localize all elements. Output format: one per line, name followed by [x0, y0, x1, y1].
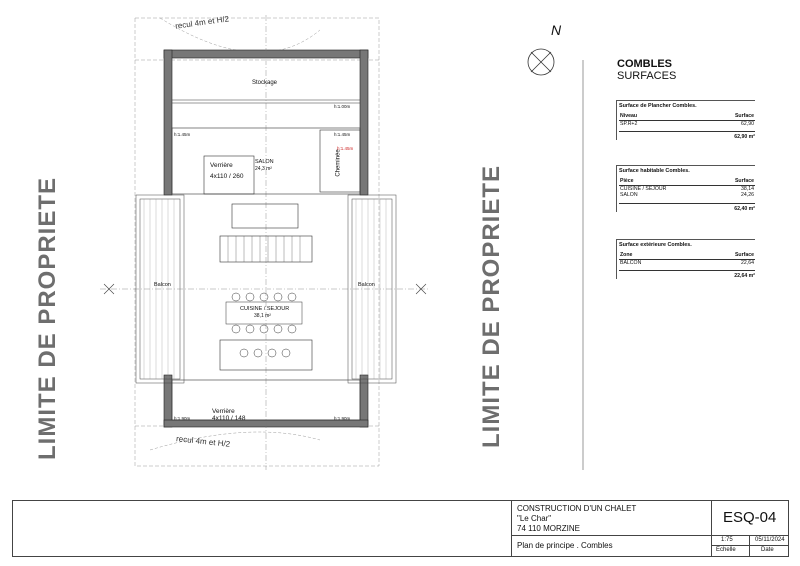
table-total: 62,40 m² — [619, 203, 755, 212]
table-row: SALON 24,26 — [620, 192, 754, 198]
title-block — [12, 500, 789, 557]
table-total: 62,90 m² — [619, 131, 755, 140]
table-total: 22,64 m² — [619, 270, 755, 279]
height-label: h:1.45m — [174, 132, 191, 137]
section-title: COMBLES — [617, 58, 672, 70]
drawing-code: ESQ-04 — [723, 509, 777, 526]
divider — [711, 545, 788, 546]
height-label: h:1.90m — [334, 416, 351, 421]
table-title: Surface de Plancher Combles. — [619, 103, 697, 109]
kitchen-area: 38,1 m² — [254, 313, 271, 319]
property-limit-left: LIMITE DE PROPRIETE — [34, 176, 61, 460]
height-label: h:1.45m — [334, 132, 351, 137]
table-row: BALCON 22,64 — [620, 259, 754, 266]
property-limit-right: LIMITE DE PROPRIETE — [478, 164, 505, 448]
setback-label-bottom: recul 4m et H/2 — [175, 434, 231, 449]
setback-label-top: recul 4m et H/2 — [174, 14, 230, 31]
verriere-bottom-label: Verrière — [212, 408, 235, 415]
storage-label: Stockage — [252, 80, 278, 86]
project-name: CONSTRUCTION D'UN CHALET — [517, 504, 637, 513]
height-label: h:1.90m — [174, 416, 191, 421]
date-value: 05/11/2024 — [755, 537, 785, 543]
salon-area: 24,3 m² — [255, 166, 272, 172]
table-title: Surface habitable Combles. — [619, 168, 690, 174]
divider — [511, 535, 711, 536]
table-row: CUISINE / SEJOUR 38,14 — [620, 185, 754, 192]
verriere-bottom-dim: 4x110 / 148 — [212, 415, 246, 422]
cheminee-label: Cheminée — [335, 149, 342, 177]
north-label: N — [551, 22, 562, 38]
scale-label: Echelle — [716, 547, 736, 553]
table-title: Surface extérieure Combles. — [619, 242, 692, 248]
column-header: Surface — [714, 178, 755, 185]
balcon-left-label: Balcon — [154, 282, 171, 288]
table-row: SP.R+2 62,90 — [620, 120, 754, 127]
height-label: h:1.00m — [334, 104, 351, 109]
surface-table-habitable — [616, 165, 755, 212]
column-header: Niveau — [619, 113, 684, 120]
project-subname: "Le Char" — [517, 514, 552, 523]
project-location: 74 110 MORZINE — [517, 524, 580, 533]
column-header: Pièce — [619, 178, 714, 185]
drawing-title: Plan de principe . Combles — [517, 541, 613, 550]
dining-table — [226, 293, 302, 357]
north-arrow-icon — [528, 49, 554, 75]
scale-value: 1:75 — [721, 537, 733, 543]
surface-table-exterieure — [616, 239, 755, 279]
surface-table-plancher — [616, 100, 755, 140]
date-label: Date — [761, 547, 774, 553]
verriere-top-dim: 4x110 / 260 — [210, 173, 244, 180]
column-header: Surface — [691, 252, 755, 259]
verriere-top-label: Verrière — [210, 162, 233, 169]
section-subtitle: SURFACES — [617, 70, 677, 82]
kitchen-label: CUISINE / SEJOUR — [240, 306, 290, 312]
stairs — [228, 236, 300, 262]
salon-label: SALON — [255, 159, 274, 165]
column-header: Surface — [684, 113, 755, 120]
balcon-right-label: Balcon — [358, 282, 375, 288]
divider — [711, 501, 712, 556]
height-label-red: h:1.45m — [337, 146, 354, 151]
column-header: Zone — [619, 252, 691, 259]
divider — [511, 501, 512, 556]
